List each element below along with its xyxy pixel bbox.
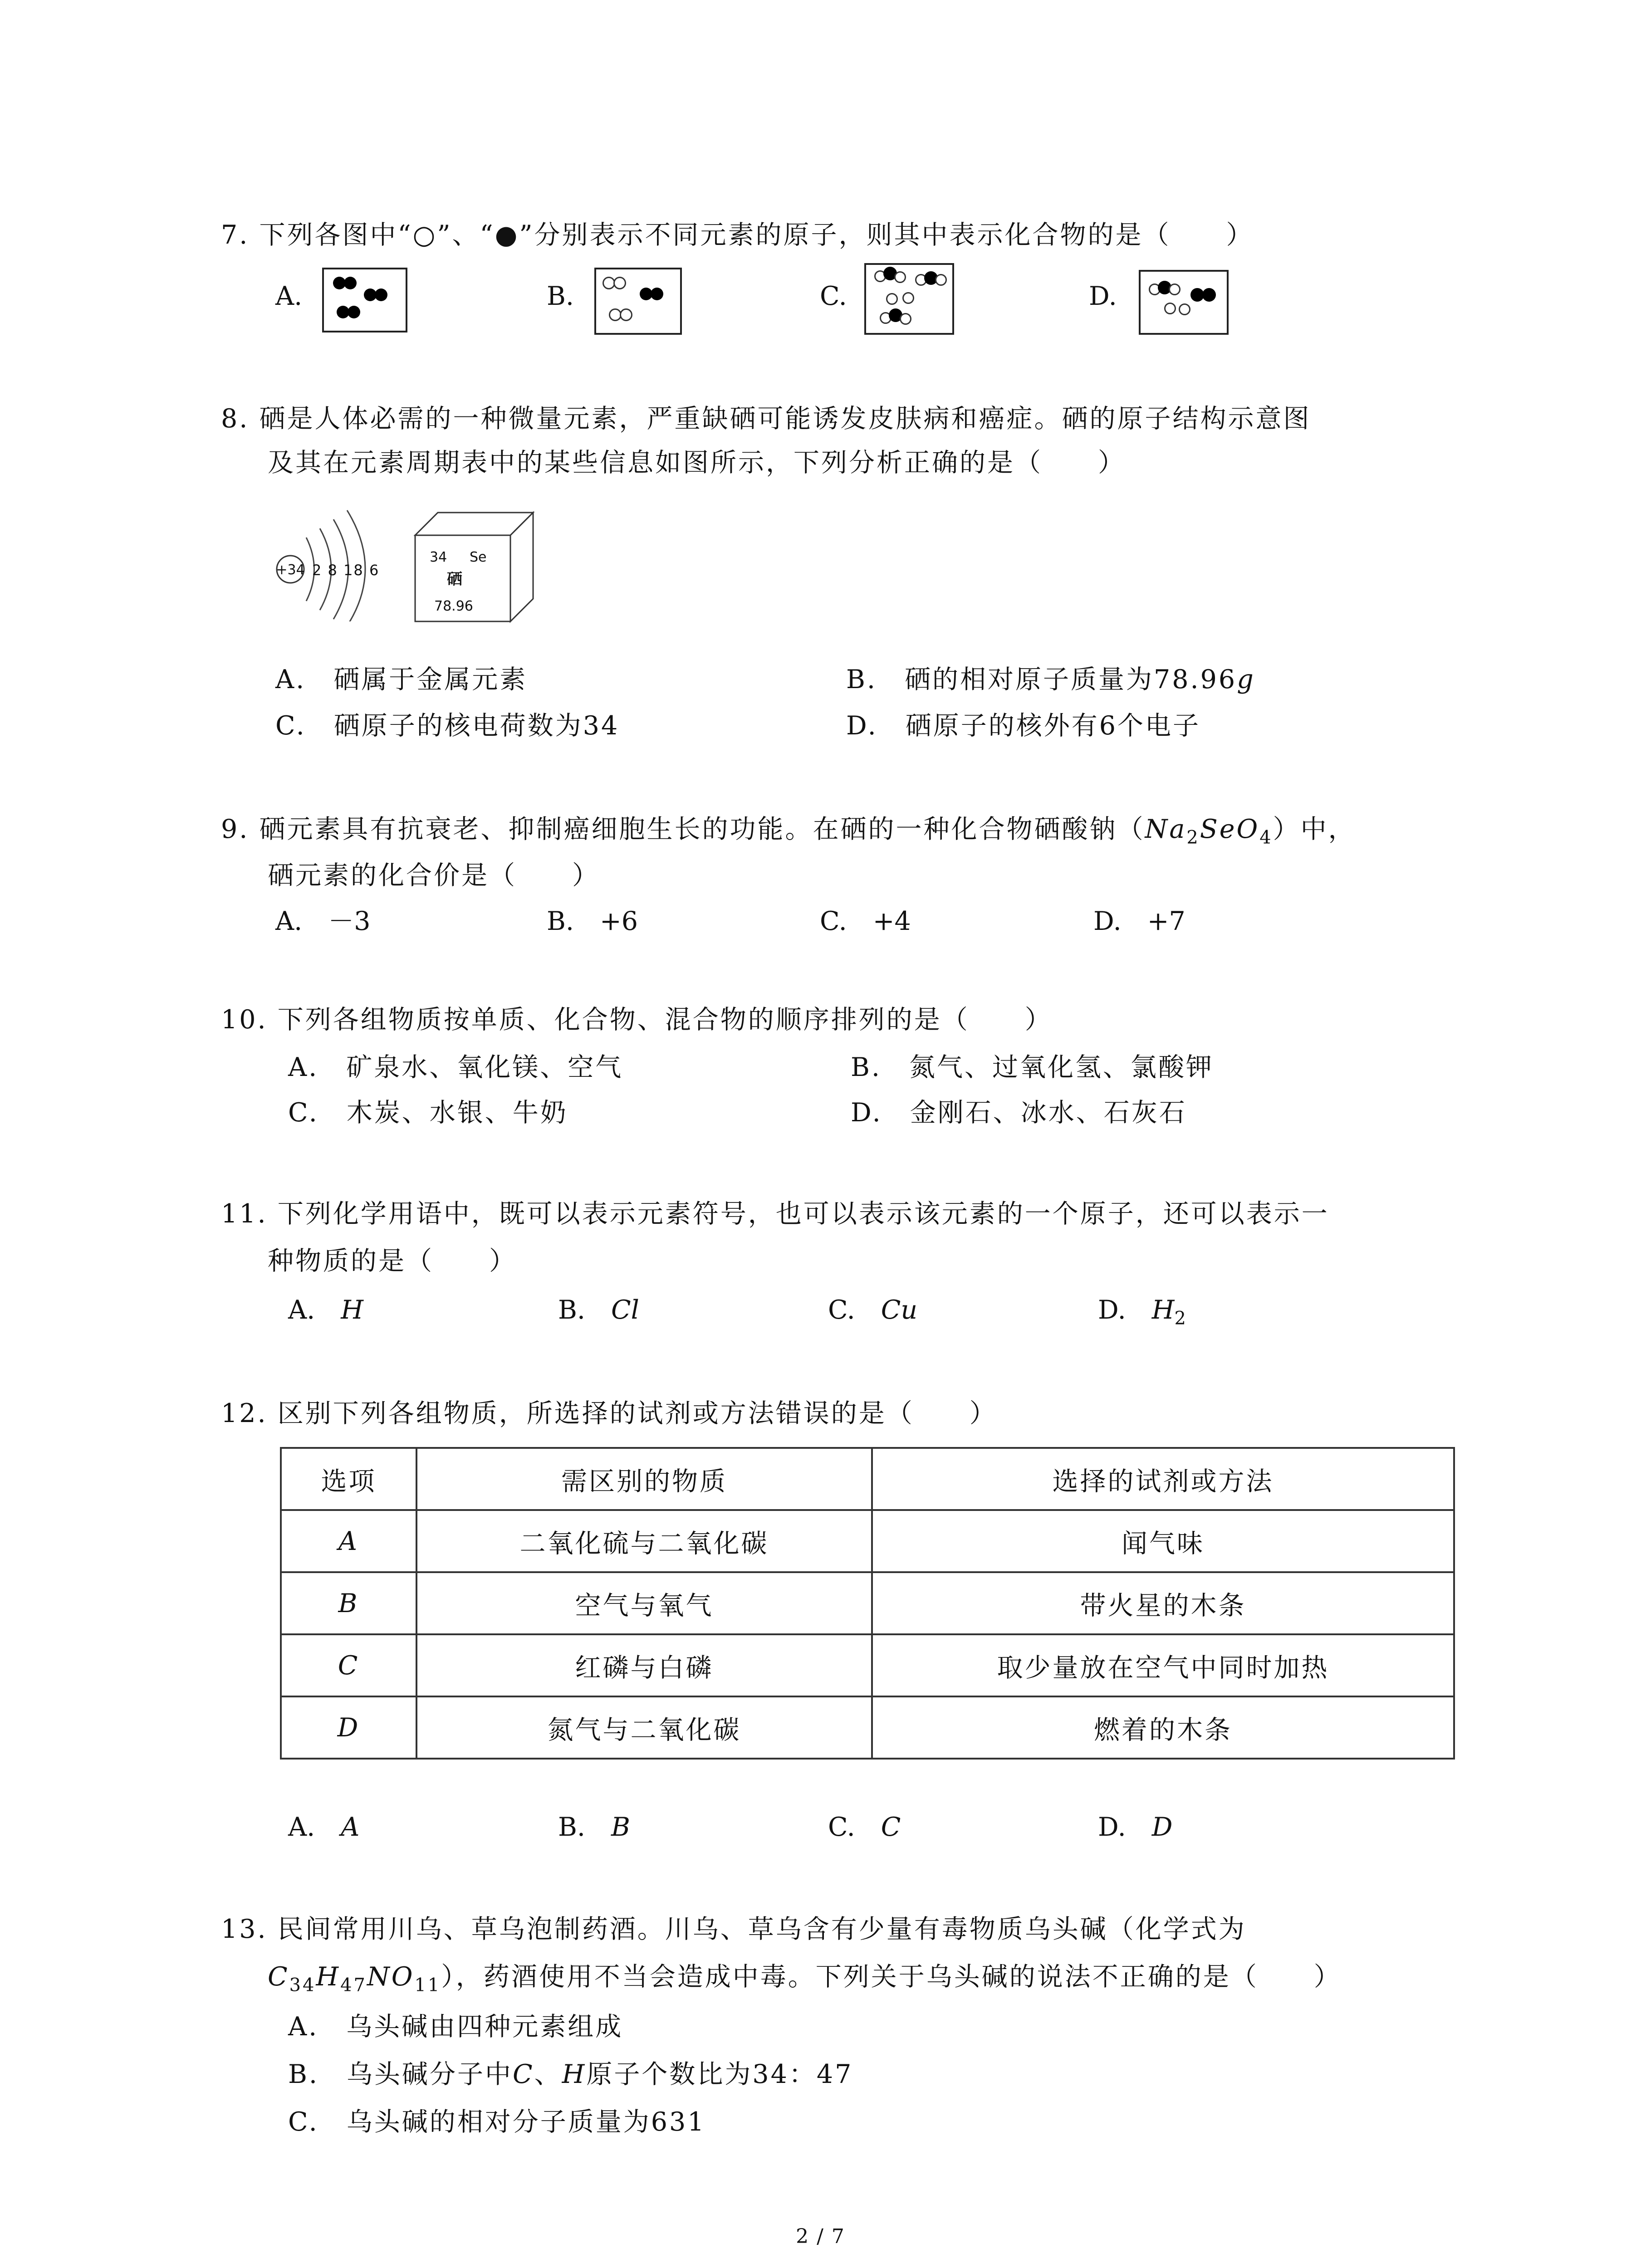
table-header-cell: 选项	[281, 1448, 416, 1510]
q7-option-a-label: A.	[275, 281, 303, 311]
q11-option-d: D. $H_2$	[1098, 1295, 1186, 1329]
table-cell: D	[281, 1696, 416, 1759]
table-header-cell: 选择的试剂或方法	[872, 1448, 1454, 1510]
table-cell: 取少量放在空气中同时加热	[872, 1634, 1454, 1696]
table-row	[281, 1634, 1454, 1696]
q11-stem-line2: 种物质的是（ ）	[268, 1246, 517, 1276]
table-row	[281, 1572, 1454, 1634]
q13-option-c: C. 乌头碱的相对分子质量为631	[288, 2107, 706, 2137]
black-atom-icon	[348, 306, 360, 318]
table-header-row	[281, 1448, 1454, 1510]
table-cell: 空气与氧气	[416, 1572, 872, 1634]
q7-option-b-label: B.	[547, 281, 574, 311]
element-name: 硒	[447, 570, 462, 588]
q7-option-d-label: D.	[1089, 281, 1117, 311]
q8-option-a: A. 硒属于金属元素	[275, 665, 528, 694]
q13-stem-line1: 13. 民间常用川乌、草乌泡制药酒。川乌、草乌含有少量有毒物质乌头碱（化学式为	[221, 1914, 1246, 1944]
q12-table	[280, 1447, 1455, 1760]
q9-option-d: D. +7	[1093, 906, 1185, 936]
q9-stem-line2: 硒元素的化合价是（ ）	[268, 860, 600, 890]
black-atom-icon	[1202, 288, 1216, 302]
q10-option-a: A. 矿泉水、氧化镁、空气	[288, 1052, 623, 1082]
selenium-atomic-structure-diagram	[263, 503, 408, 621]
table-cell: 带火星的木条	[872, 1572, 1454, 1634]
table-cell: B	[281, 1572, 416, 1634]
q10-option-b: B. 氮气、过氧化氢、氯酸钾	[851, 1052, 1214, 1082]
q11-stem-line1: 11. 下列化学用语中，既可以表示元素符号，也可以表示该元素的一个原子，还可以表示一	[221, 1199, 1329, 1229]
q13-stem-line2: $C_{34}H_{47}NO_{11}$），药酒使用不当会造成中毒。下列关于乌头碱的说法不正确的是（ ）	[268, 1962, 1342, 1996]
table-cell: 二氧化硫与二氧化碳	[416, 1510, 872, 1572]
q7-option-b-diagram	[594, 268, 682, 335]
white-atom-icon	[1169, 284, 1181, 295]
page-number: 2 / 7	[796, 2225, 845, 2248]
q8-stem-line1: 8. 硒是人体必需的一种微量元素，严重缺硒可能诱发皮肤病和癌症。硒的原子结构示意图	[221, 404, 1311, 434]
q9-option-b: B. +6	[547, 906, 638, 936]
white-atom-icon	[886, 293, 898, 305]
q9-option-c: C. +4	[820, 906, 911, 936]
q7-option-d-diagram	[1139, 270, 1229, 335]
q8-option-d: D. 硒原子的核外有6个电子	[846, 711, 1201, 741]
white-atom-icon	[620, 308, 632, 321]
q7-option-c-diagram	[864, 263, 954, 335]
atomic-mass: 78.96	[434, 598, 473, 614]
q10-option-c: C. 木炭、水银、牛奶	[288, 1098, 568, 1128]
q12-stem: 12. 区别下列各组物质，所选择的试剂或方法错误的是（ ）	[221, 1398, 997, 1428]
table-cell: C	[281, 1634, 416, 1696]
q12-option-a: A. A	[288, 1812, 360, 1842]
q9-option-a: A. －3	[275, 906, 371, 936]
table-row	[281, 1696, 1454, 1759]
white-atom-icon	[935, 274, 947, 286]
q8-stem-line2: 及其在元素周期表中的某些信息如图所示，下列分析正确的是（ ）	[268, 448, 1126, 478]
black-atom-icon	[344, 277, 357, 289]
white-atom-icon	[902, 292, 914, 304]
nucleus-charge: +34	[276, 562, 305, 578]
black-atom-icon	[651, 288, 663, 300]
q13-option-b: B. 乌头碱分子中C、H原子个数比为34：47	[288, 2059, 853, 2089]
table-cell: 闻气味	[872, 1510, 1454, 1572]
white-atom-icon	[613, 277, 626, 289]
table-row	[281, 1510, 1454, 1572]
q10-option-d: D. 金刚石、冰水、石灰石	[851, 1098, 1187, 1128]
black-atom-icon	[375, 288, 387, 301]
q8-option-c: C. 硒原子的核电荷数为34	[275, 711, 620, 741]
q11-option-b: B. Cl	[558, 1295, 639, 1325]
q11-option-a: A. H	[288, 1295, 364, 1325]
table-cell: 氮气与二氧化碳	[416, 1696, 872, 1759]
q12-option-b: B. B	[558, 1812, 630, 1842]
q7-stem: 7. 下列各图中“○”、“●”分别表示不同元素的原子，则其中表示化合物的是（ ）	[221, 220, 1254, 250]
table-cell: 红磷与白磷	[416, 1634, 872, 1696]
q13-option-a: A. 乌头碱由四种元素组成	[288, 2012, 623, 2042]
white-atom-icon	[894, 271, 906, 283]
q10-stem: 10. 下列各组物质按单质、化合物、混合物的顺序排列的是（ ）	[221, 1005, 1053, 1035]
q7-option-a-diagram	[322, 268, 407, 332]
electron-shell-numbers: 2 8 18 6	[312, 562, 380, 579]
table-header-cell: 需区别的物质	[416, 1448, 872, 1510]
white-atom-icon	[1164, 303, 1176, 314]
q9-stem-line1: 9. 硒元素具有抗衰老、抑制癌细胞生长的功能。在硒的一种化合物硒酸钠$(Na_2SeO_4)$中，	[221, 814, 1356, 848]
atomic-number: 34	[430, 549, 447, 565]
white-atom-icon	[1179, 303, 1190, 315]
table-cell: A	[281, 1510, 416, 1572]
q11-option-c: C. Cu	[828, 1295, 918, 1325]
table-cell: 燃着的木条	[872, 1696, 1454, 1759]
q12-option-d: D. D	[1098, 1812, 1173, 1842]
white-atom-icon	[900, 313, 911, 325]
q8-option-b: B. 硒的相对原子质量为78.96g	[846, 665, 1255, 694]
element-symbol: Se	[470, 549, 487, 565]
q7-option-c-label: C.	[820, 281, 847, 311]
periodic-table-cell	[411, 508, 538, 626]
q12-option-c: C. C	[828, 1812, 901, 1842]
